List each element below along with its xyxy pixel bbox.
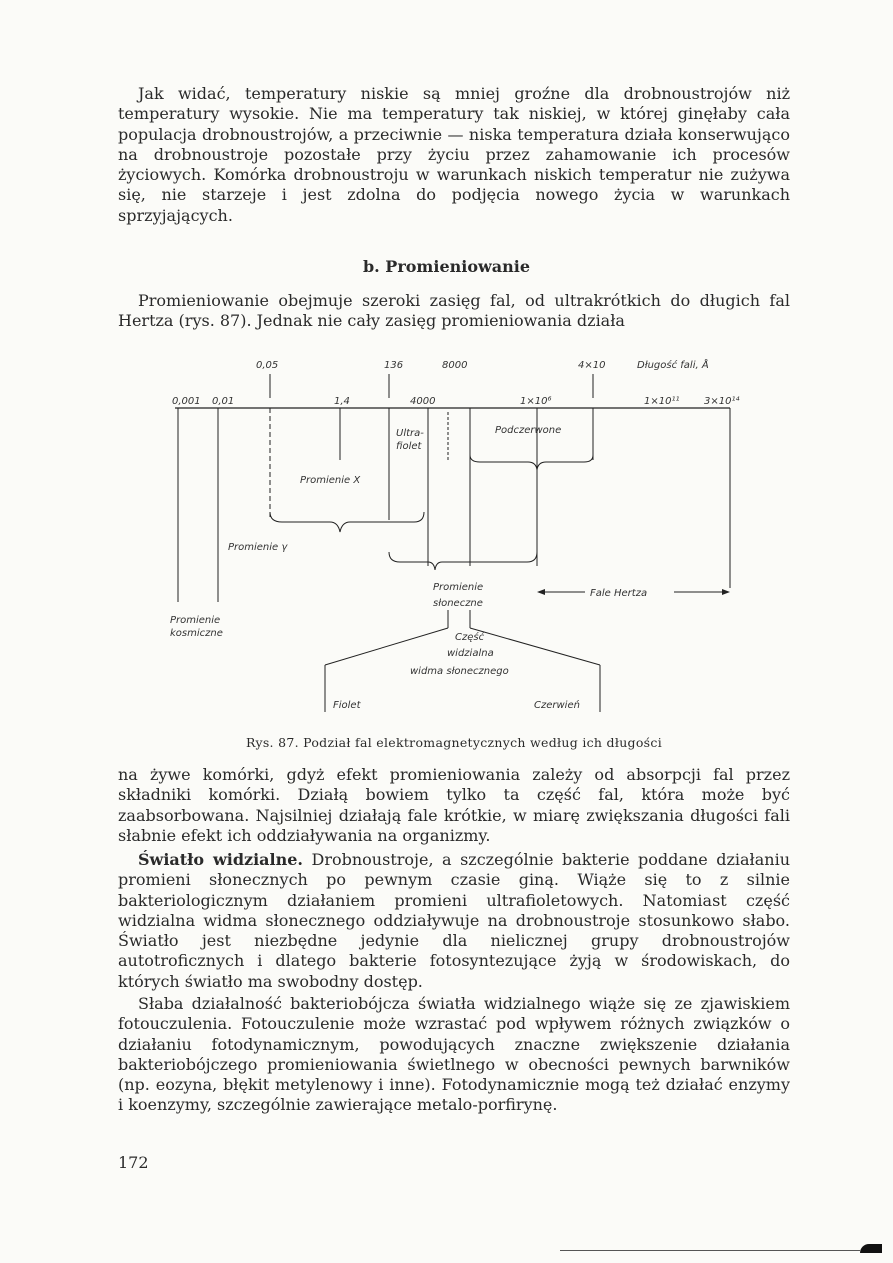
arrow-head xyxy=(537,589,545,595)
label-czesc-widzialna: widzialna xyxy=(447,648,494,659)
axis-label: Długość fali, Å xyxy=(637,360,709,371)
tick-label-top: 136 xyxy=(384,360,404,371)
tick-label-top: 0,05 xyxy=(256,360,279,371)
label-fale-hertza: Fale Hertza xyxy=(590,588,648,599)
label-fiolet: Fiolet xyxy=(333,700,361,711)
visible-spread-line xyxy=(325,628,448,665)
paragraph-photosensitization: Słaba działalność bakteriobójcza światła widzialnego wiąże się ze zjawiskiem fotouczulenia. Fotouczulenie może wzrastać pod wpływem różnych związków o działaniu fotodynamicznym, powodujących znaczne zwiększenie działania bakteriobójczego promieniowania świetlnego w obecności pewnych barwników (np. eozyna, błękit metylenowy i inne). Fotodynamicznie mogą też działać enzymy i koenzymy, szczególnie zawierające metalo-porfirynę. xyxy=(118,994,790,1115)
arrow-head xyxy=(722,589,730,595)
label-czesc-widzialna: Część xyxy=(455,632,485,643)
paragraph-radiation-intro: Promieniowanie obejmuje szeroki zasięg fal, od ultrakrótkich do długich fal Hertza (rys. 87). Jednak nie cały zasięg promieniowania działa xyxy=(118,291,790,331)
brace-podczerwone xyxy=(470,455,593,470)
paragraph-temperature-conclusion: Jak widać, temperatury niskie są mniej groźne dla drobnoustrojów niż temperatury wysokie. Nie ma temperatury tak niskiej, w której ginęłaby cała populacja drobnoustrojów, a przeciwnie — niska temperatura działa konserwująco na drobnoustroje pozostałe przy życiu przez zahamowanie ich procesów życiowych. Komórka drobnoustroju w warunkach niskich temperatur nie zużywa się, nie starzeje i jest zdolna do podjęcia nowego życia w warunkach sprzyjających. xyxy=(118,84,790,225)
tick-label-bottom: 0,01 xyxy=(212,396,235,407)
tick-label-bottom: 1×10⁶ xyxy=(520,396,552,407)
visible-light-body: Drobnoustroje, a szczególnie bakterie poddane działaniu promieni słonecznych po pewnym czasie giną. Wiąże się to z silnie bakteriologicznym działaniem promieni ultrafioletowych. Natomiast część widzialna widma słonecznego oddziaływuje na drobnoustroje stosunkowo słabo. Światło jest niezbędne jedynie dla nielicznej grupy drobnoustrojów autotroficznych i dlatego bakterie fotosyntezujące żyją w środowiskach, do których światło ma swobodny dostęp. xyxy=(118,850,791,991)
label-promienie-kosmiczne: Promienie xyxy=(170,615,221,626)
scan-edge-line xyxy=(560,1250,860,1251)
tick-label-bottom: 1×10¹¹ xyxy=(644,396,680,407)
tick-label-bottom: 1,4 xyxy=(334,396,350,407)
figure-caption: Rys. 87. Podział fal elektromagnetycznych według ich długości xyxy=(245,735,662,750)
label-promienie-kosmiczne: kosmiczne xyxy=(170,628,223,639)
brace-promienie-x xyxy=(270,512,424,532)
visible-spread-line xyxy=(470,628,600,665)
paragraph-absorption: na żywe komórki, gdyż efekt promieniowania zależy od absorpcji fal przez składniki komórki. Działą bowiem tylko ta część fal, która może być zaabsorbowana. Najsilniej działają fale krótkie, w miarę zwiększania długości fali słabnie efekt ich oddziaływania na organizmy. xyxy=(118,765,790,845)
label-promienie-sloneczne: słoneczne xyxy=(433,598,483,609)
page-number: 172 xyxy=(118,1153,149,1172)
label-czesc-widzialna: widma słonecznego xyxy=(410,666,509,677)
label-promienie-x: Promienie X xyxy=(300,475,361,486)
label-ultrafiolet: Ultra- xyxy=(396,428,424,439)
paragraph-visible-light xyxy=(118,850,790,992)
label-ultrafiolet: fiolet xyxy=(396,441,422,452)
label-promienie-gamma: Promienie γ xyxy=(228,542,288,553)
tick-label-top: 8000 xyxy=(442,360,468,371)
electromagnetic-spectrum-figure xyxy=(0,340,893,730)
tick-label-bottom: 3×10¹⁴ xyxy=(704,396,740,407)
tick-label-bottom: 4000 xyxy=(410,396,436,407)
brace-promienie-sloneczne xyxy=(389,552,537,570)
label-czerwien: Czerwień xyxy=(534,700,580,711)
section-heading: b. Promieniowanie xyxy=(362,257,531,276)
label-podczerwone: Podczerwone xyxy=(495,425,562,436)
tick-label-top: 4×10 xyxy=(578,360,606,371)
visible-light-lead: Światło widzialne. xyxy=(138,850,304,869)
scan-edge-mark xyxy=(860,1244,882,1253)
label-promienie-sloneczne: Promienie xyxy=(433,582,484,593)
tick-label-bottom: 0,001 xyxy=(172,396,201,407)
